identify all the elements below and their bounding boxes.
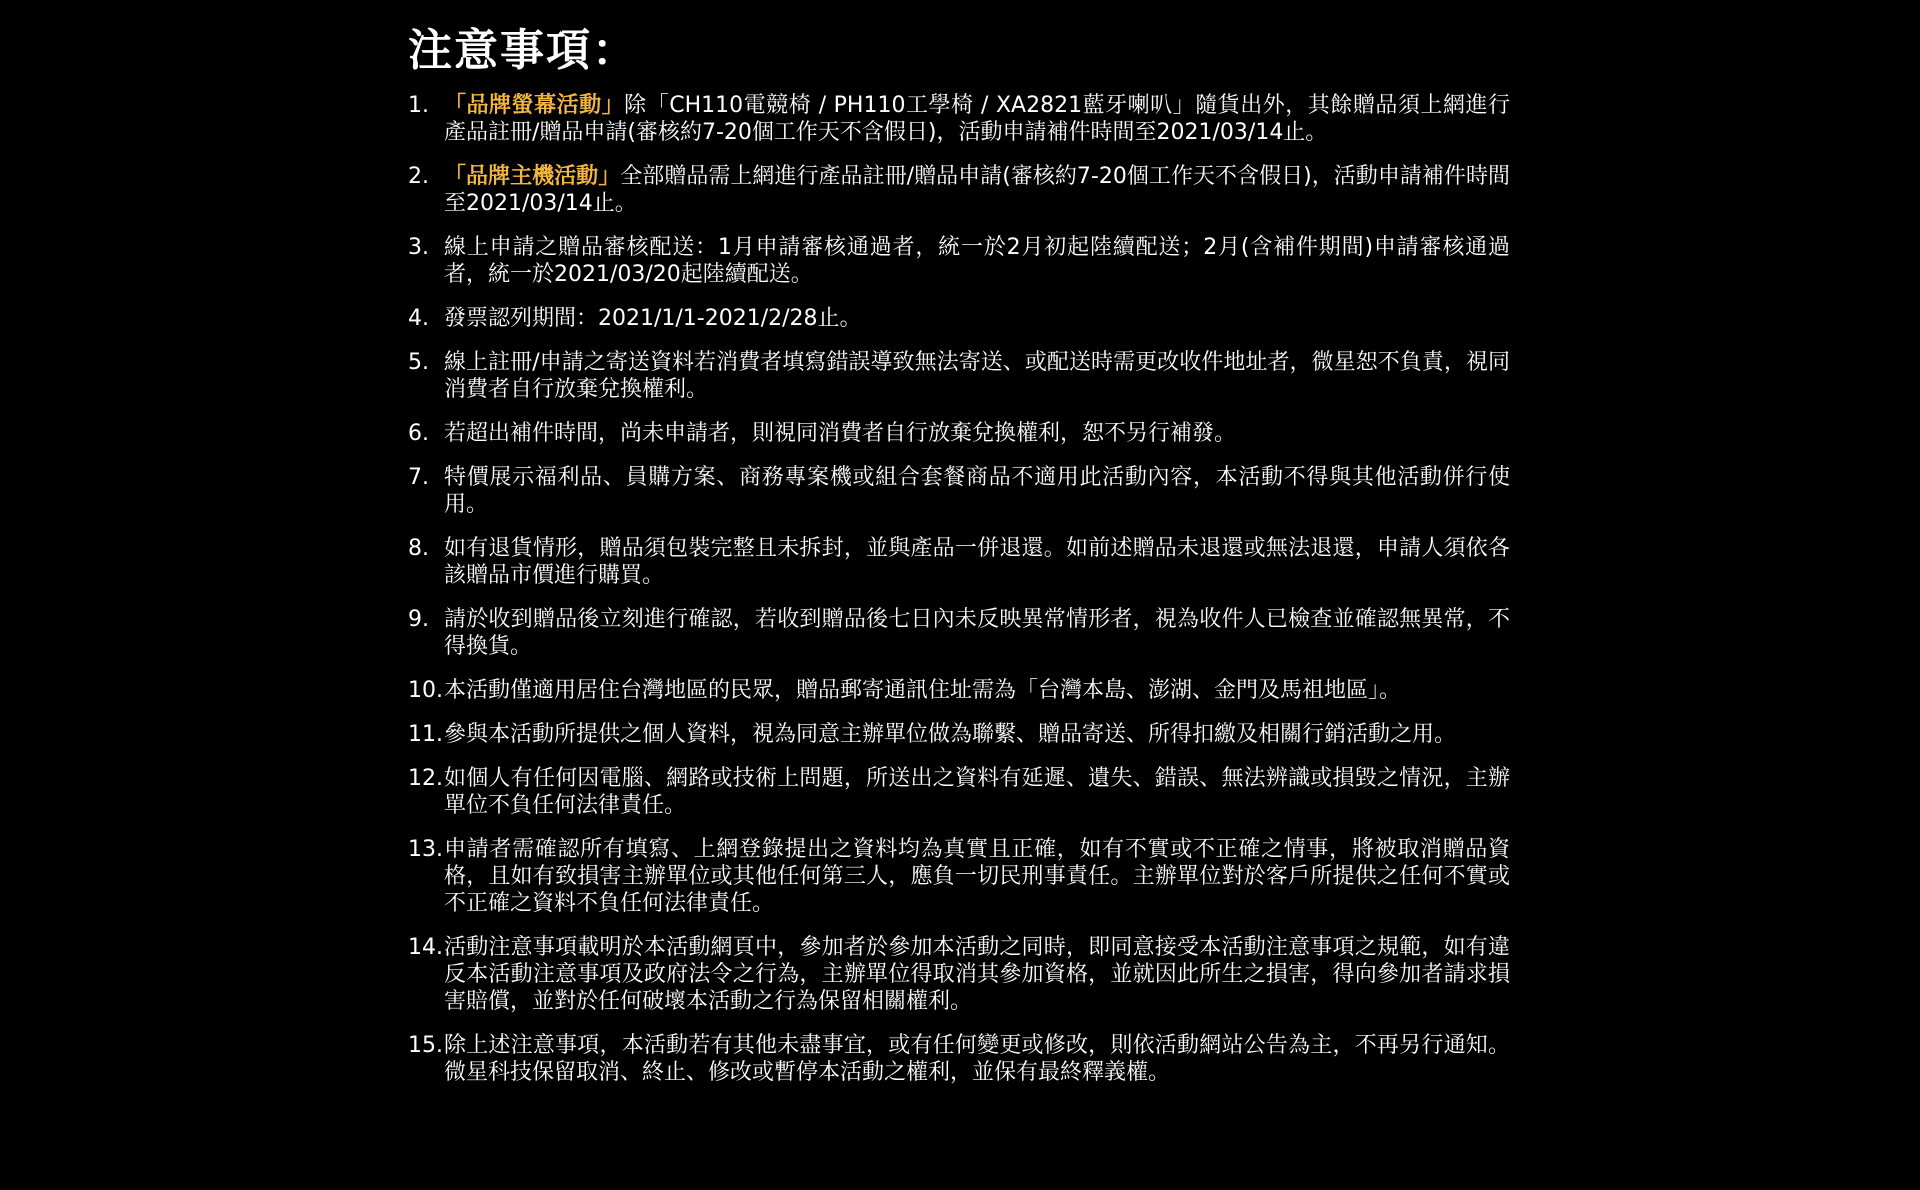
item-text: 特價展示福利品、員購方案、商務專案機或組合套餐商品不適用此活動內容，本活動不得與其他活動併行使用。 — [444, 465, 1510, 517]
item-body — [444, 765, 1510, 819]
item-number: 10. — [408, 678, 443, 703]
item-text: 請於收到贈品後立刻進行確認，若收到贈品後七日內未反映異常情形者，視為收件人已檢查並確認無異常，不得換貨。 — [444, 607, 1510, 659]
item-text: 除上述注意事項，本活動若有其他未盡事宜，或有任何變更或修改，則依活動網站公告為主，不再另行通知。微星科技保留取消、終止、修改或暫停本活動之權利，並保有最終釋義權。 — [444, 1033, 1510, 1085]
item-number: 8. — [408, 536, 429, 561]
notice-item — [408, 234, 1510, 288]
item-body — [444, 349, 1510, 403]
notice-item — [408, 163, 1510, 217]
item-number: 1. — [408, 93, 429, 118]
item-text: 參與本活動所提供之個人資料，視為同意主辦單位做為聯繫、贈品寄送、所得扣繳及相關行銷活動之用。 — [444, 722, 1457, 747]
item-text: 如有退貨情形，贈品須包裝完整且未拆封，並與產品一併退還。如前述贈品未退還或無法退還，申請人須依各該贈品市價進行購買。 — [444, 536, 1510, 588]
notice-item — [408, 934, 1510, 1015]
notice-item — [408, 349, 1510, 403]
item-text: 活動注意事項載明於本活動網頁中，參加者於參加本活動之同時，即同意接受本活動注意事項之規範，如有違反本活動注意事項及政府法令之行為，主辦單位得取消其參加資格，並就因此所生之損害，得向參加者請求損害賠償，並對於任何破壞本活動之行為保留相關權利。 — [444, 935, 1510, 1014]
notice-item — [408, 305, 1510, 332]
notice-item — [408, 721, 1510, 748]
item-text: 線上申請之贈品審核配送：1月申請審核通過者，統一於2月初起陸續配送；2月(含補件期間)申請審核通過者，統一於2021/03/20起陸續配送。 — [444, 235, 1510, 287]
notice-item — [408, 677, 1510, 704]
item-body — [444, 234, 1510, 288]
notice-item — [408, 420, 1510, 447]
item-number: 15. — [408, 1033, 443, 1058]
item-body — [444, 163, 1510, 217]
item-body — [444, 535, 1510, 589]
notice-item — [408, 836, 1510, 917]
item-body — [444, 677, 1510, 704]
item-body — [444, 92, 1510, 146]
item-body — [444, 721, 1510, 748]
notice-item — [408, 535, 1510, 589]
item-number: 9. — [408, 607, 429, 632]
item-body — [444, 464, 1510, 518]
item-body — [444, 934, 1510, 1015]
item-number: 7. — [408, 465, 429, 490]
item-body — [444, 305, 1510, 332]
item-number: 4. — [408, 306, 429, 331]
item-text: 若超出補件時間，尚未申請者，則視同消費者自行放棄兌換權利，恕不另行補發。 — [444, 421, 1237, 446]
notice-item — [408, 92, 1510, 146]
item-number: 13. — [408, 837, 443, 862]
item-number: 2. — [408, 164, 429, 189]
item-body — [444, 1032, 1510, 1086]
item-text: 如個人有任何因電腦、網路或技術上問題，所送出之資料有延遲、遺失、錯誤、無法辨識或損毀之情況，主辦單位不負任何法律責任。 — [444, 766, 1510, 818]
item-number: 3. — [408, 235, 429, 260]
item-text: 申請者需確認所有填寫、上網登錄提出之資料均為真實且正確，如有不實或不正確之情事，將被取消贈品資格，且如有致損害主辦單位或其他任何第三人，應負一切民刑事責任。主辦單位對於客戶所提供之任何不實或不正確之資料不負任何法律責任。 — [444, 837, 1510, 916]
notice-item — [408, 464, 1510, 518]
item-number: 11. — [408, 722, 443, 747]
item-number: 12. — [408, 766, 443, 791]
item-body — [444, 836, 1510, 917]
item-highlight: 「品牌主機活動」 — [444, 164, 621, 189]
item-text: 全部贈品需上網進行產品註冊/贈品申請(審核約7-20個工作天不含假日)，活動申請補件時間至2021/03/14止。 — [444, 164, 1510, 216]
notice-item — [408, 765, 1510, 819]
item-number: 14. — [408, 935, 443, 960]
notice-item — [408, 1032, 1510, 1086]
item-text: 發票認列期間：2021/1/1-2021/2/28止。 — [444, 306, 862, 331]
item-number: 5. — [408, 350, 429, 375]
notice-list — [408, 92, 1510, 1086]
item-body — [444, 606, 1510, 660]
item-text: 線上註冊/申請之寄送資料若消費者填寫錯誤導致無法寄送、或配送時需更改收件地址者，微星恕不負責，視同消費者自行放棄兌換權利。 — [444, 350, 1510, 402]
notice-item — [408, 606, 1510, 660]
item-number: 6. — [408, 421, 429, 446]
notice-section — [408, 22, 1510, 1103]
item-text: 本活動僅適用居住台灣地區的民眾，贈品郵寄通訊住址需為「台灣本島、澎湖、金門及馬祖地區」。 — [444, 678, 1402, 703]
item-body — [444, 420, 1510, 447]
item-highlight: 「品牌螢幕活動」 — [444, 93, 625, 118]
page-title: 注意事項： — [408, 25, 638, 76]
item-text: 除「CH110電競椅 / PH110工學椅 / XA2821藍牙喇叭」隨貨出外，其餘贈品須上網進行產品註冊/贈品申請(審核約7-20個工作天不含假日)，活動申請補件時間至2021/03/14止。 — [444, 93, 1510, 145]
